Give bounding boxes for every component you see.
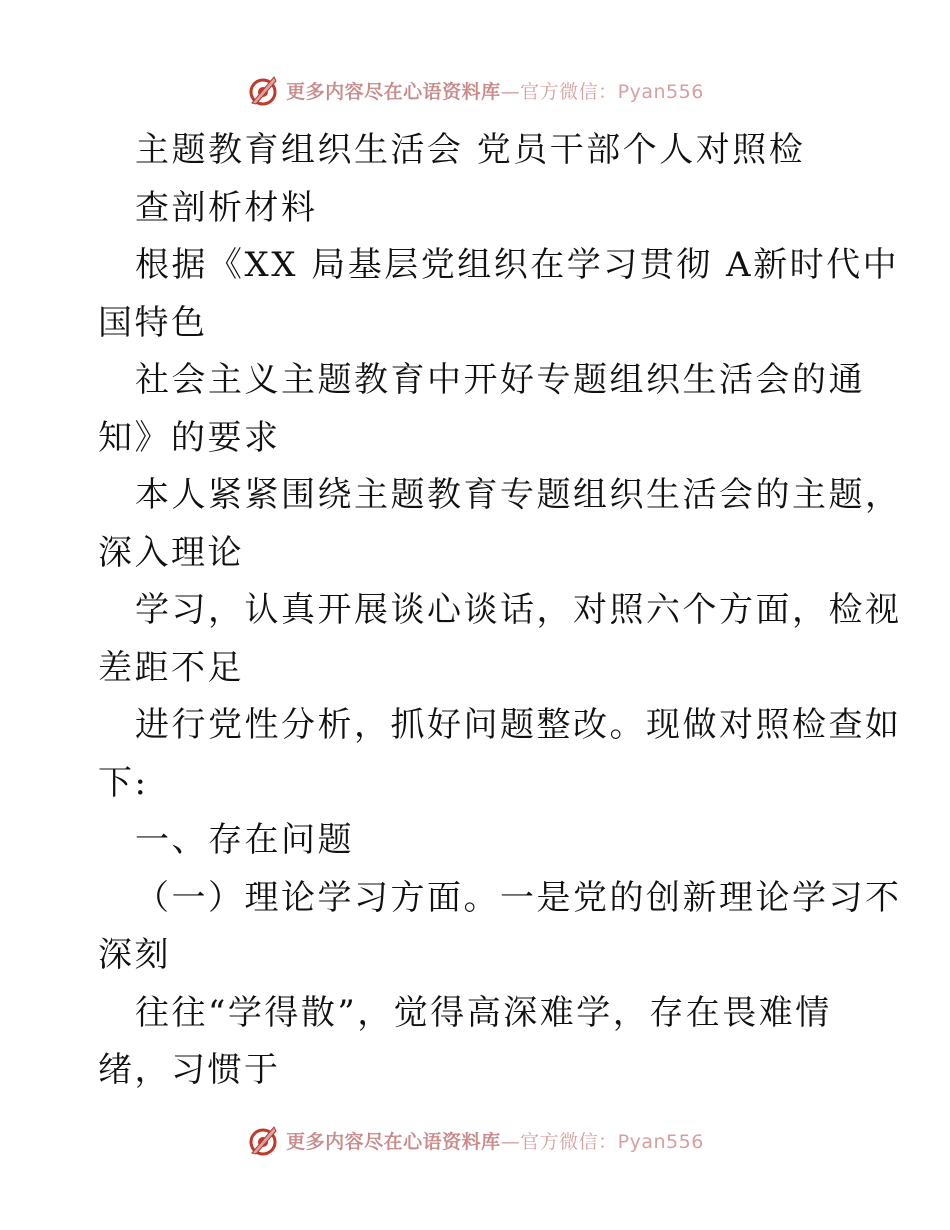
doc-line-4: 国特色: [98, 302, 208, 343]
doc-line-16: 往往“学得散”，觉得高深难学，存在畏难情: [135, 992, 832, 1033]
doc-line-15: 深刻: [98, 935, 171, 975]
doc-line-8: 深入理论: [98, 532, 244, 573]
watermark-contact-text: —官方微信：Pyan556: [500, 1130, 704, 1153]
watermark-header-inner: [246, 73, 704, 107]
doc-line-2: 查剖析材料: [135, 187, 318, 228]
watermark-footer: [0, 1120, 950, 1160]
doc-line-9: 学习，认真开展谈心谈话，对照六个方面，检视: [135, 590, 902, 630]
quill-logo-icon: [246, 73, 280, 107]
watermark-header-text: [286, 77, 704, 104]
watermark-brand-text: 更多内容尽在心语资料库: [286, 80, 501, 103]
doc-line-3: 根据《XX 局基层党组织在学习贯彻 A新时代中: [135, 245, 900, 285]
quill-logo-icon: [246, 1123, 280, 1157]
doc-line-5: 社会主义主题教育中开好专题组织生活会的通: [135, 360, 865, 400]
doc-line-1: 主题教育组织生活会 党员干部个人对照检: [135, 130, 806, 170]
doc-line-13: 一、存在问题: [135, 820, 354, 860]
watermark-header: [0, 70, 950, 110]
watermark-footer-inner: [246, 1123, 704, 1157]
doc-line-12: 下:: [98, 762, 149, 803]
doc-line-10: 差距不足: [98, 647, 244, 688]
document-body: [98, 122, 902, 1100]
doc-line-14: （一）理论学习方面。一是党的创新理论学习不: [135, 877, 902, 918]
doc-line-11: 进行党性分析，抓好问题整改。现做对照检查如: [135, 705, 902, 745]
doc-line-17: 绪，习惯于: [98, 1050, 281, 1090]
watermark-footer-text: [286, 1127, 704, 1154]
doc-line-7: 本人紧紧围绕主题教育专题组织生活会的主题，: [135, 475, 902, 515]
doc-line-6: 知》的要求: [98, 417, 281, 458]
watermark-brand-text: 更多内容尽在心语资料库: [286, 1130, 501, 1153]
watermark-contact-text: —官方微信：Pyan556: [500, 80, 704, 103]
